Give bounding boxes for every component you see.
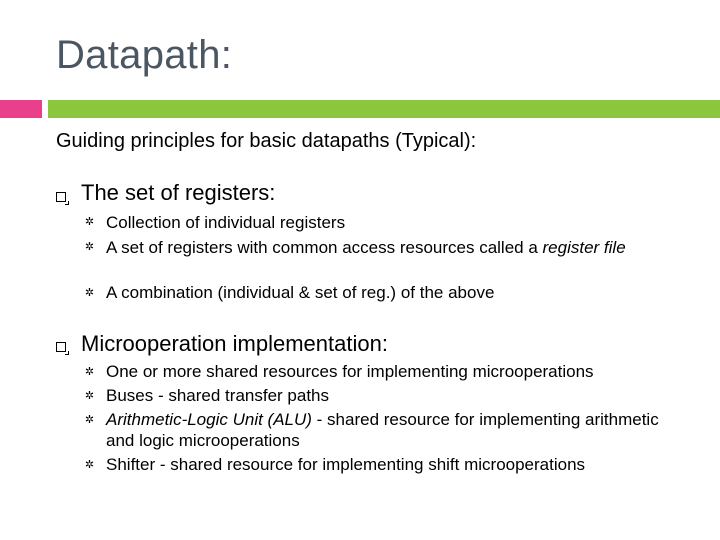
slide-title: Datapath: — [56, 33, 233, 77]
accent-bar-pink — [0, 100, 42, 118]
section-heading-registers: The set of registers: — [81, 180, 276, 205]
asterisk-bullet-icon: ✲ — [84, 390, 95, 402]
asterisk-bullet-icon: ✲ — [84, 216, 95, 228]
list-item — [106, 409, 676, 451]
list-item: A combination (individual & set of reg.) of the above — [106, 283, 495, 302]
list-item-italic: Arithmetic-Logic Unit (ALU) — [106, 410, 312, 429]
list-item — [106, 237, 706, 258]
asterisk-bullet-icon: ✲ — [84, 366, 95, 378]
square-bullet-icon — [56, 192, 66, 202]
asterisk-bullet-icon: ✲ — [84, 287, 95, 299]
list-item-text: - shared resource for implementing arithmetic and logic microoperations — [106, 410, 659, 450]
asterisk-bullet-icon: ✲ — [84, 414, 95, 426]
list-item-italic: register file — [542, 238, 626, 257]
section-heading-microoperation: Microoperation implementation: — [81, 331, 388, 356]
accent-bar-green — [48, 100, 720, 118]
list-item: Buses - shared transfer paths — [106, 386, 330, 405]
list-item: Shifter - shared resource for implementing shift microoperations — [106, 455, 586, 474]
square-bullet-icon — [56, 342, 66, 352]
list-item: One or more shared resources for implementing microoperations — [106, 362, 594, 381]
list-item: Collection of individual registers — [106, 213, 346, 232]
slide-subtitle: Guiding principles for basic datapaths (Typical): — [56, 130, 477, 152]
list-item-text: A set of registers with common access resources called a — [106, 238, 543, 257]
asterisk-bullet-icon: ✲ — [84, 459, 95, 471]
asterisk-bullet-icon: ✲ — [84, 241, 95, 253]
